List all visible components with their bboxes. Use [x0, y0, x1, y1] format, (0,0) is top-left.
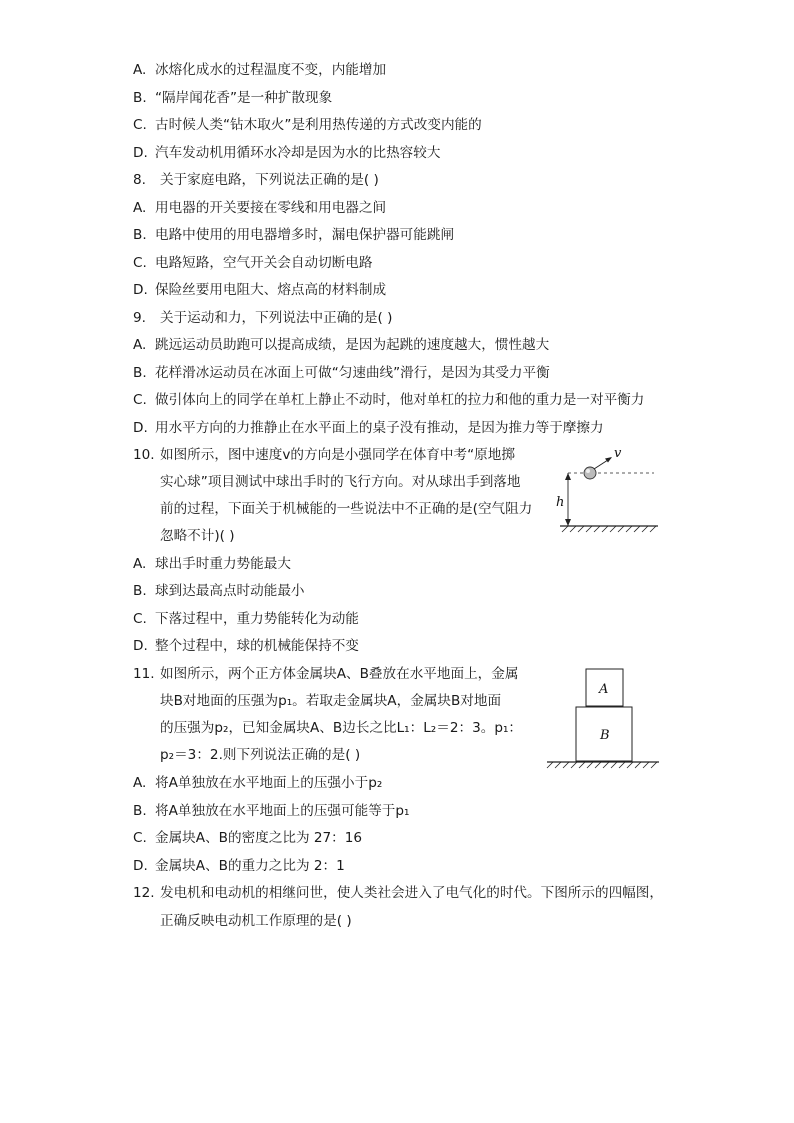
- option-text: 花样滑冰运动员在冰面上可做“匀速曲线”滑行，是因为其受力平衡: [155, 365, 550, 381]
- q9-option-c: [133, 391, 644, 409]
- option-label: D.: [133, 145, 148, 161]
- option-text: 跳远运动员助跑可以提高成绩，是因为起跳的速度越大，惯性越大: [155, 337, 550, 353]
- q7-option-b: [133, 89, 332, 107]
- q10-stem-line-2: 实心球”项目测试中球出手时的飞行方向。对从球出手到落地: [160, 474, 521, 490]
- option-label: D.: [133, 420, 148, 436]
- option-text: 整个过程中，球的机械能保持不变: [155, 638, 359, 654]
- option-text: 电路中使用的用电器增多时，漏电保护器可能跳闸: [155, 227, 455, 243]
- block-b-label: B: [600, 728, 610, 743]
- q9-option-d: [133, 419, 604, 437]
- option-text: 将A单独放在水平地面上的压强可能等于p₁: [155, 803, 410, 819]
- option-text: 冰熔化成水的过程温度不变，内能增加: [155, 62, 387, 78]
- option-text: 用电器的开关要接在零线和用电器之间: [155, 200, 387, 216]
- question-number: 9.: [133, 310, 146, 326]
- option-text: 金属块A、B的重力之比为 2：1: [155, 858, 345, 874]
- option-label: B.: [133, 583, 147, 599]
- q11-option-a: [133, 774, 382, 792]
- q10-option-a: [133, 555, 291, 573]
- q10-option-b: [133, 582, 305, 600]
- option-label: A.: [133, 62, 147, 78]
- question-text: 如图所示，两个正方体金属块A、B叠放在水平地面上，金属: [160, 666, 519, 682]
- arrowhead-up-icon: [565, 473, 571, 480]
- q10-stem-line-4: 忽略不计)( ): [160, 528, 235, 544]
- option-label: B.: [133, 90, 147, 106]
- q8-option-b: [133, 226, 454, 244]
- q10-stem-line-3: 前的过程，下面关于机械能的一些说法中不正确的是(空气阻力: [160, 501, 533, 517]
- q9-option-a: [133, 336, 549, 354]
- option-text: 保险丝要用电阻大、熔点高的材料制成: [155, 282, 387, 298]
- q10-stem-line-1: [133, 446, 515, 464]
- q11-option-c: [133, 829, 362, 847]
- option-label: C.: [133, 611, 147, 627]
- option-label: C.: [133, 255, 147, 271]
- q11-stem-line-4: p₂＝3：2.则下列说法正确的是( ): [160, 747, 361, 763]
- option-label: C.: [133, 392, 147, 408]
- height-label: h: [556, 495, 565, 510]
- option-text: 下落过程中，重力势能转化为动能: [155, 611, 359, 627]
- option-text: 汽车发动机用循环水冷却是因为水的比热容较大: [155, 145, 441, 161]
- q11-stem-line-1: [133, 665, 518, 683]
- option-label: C.: [133, 117, 147, 133]
- q11-stem-line-2: 块B对地面的压强为p₁。若取走金属块A，金属块B对地面: [160, 693, 502, 709]
- q8-stem: [133, 171, 379, 189]
- q9-option-b: [133, 364, 550, 382]
- block-a-label: A: [599, 682, 609, 697]
- option-text: 做引体向上的同学在单杠上静止不动时，他对单杠的拉力和他的重力是一对平衡力: [155, 392, 645, 408]
- ground-hatching: [562, 526, 656, 532]
- option-label: A.: [133, 556, 147, 572]
- q11-figure: [545, 667, 661, 771]
- option-label: D.: [133, 282, 148, 298]
- option-label: B.: [133, 365, 147, 381]
- option-text: 金属块A、B的密度之比为 27：16: [155, 830, 363, 846]
- q10-option-c: [133, 610, 359, 628]
- question-number: 12.: [133, 885, 155, 901]
- q11-option-b: [133, 802, 409, 820]
- q12-stem-line-1: [133, 884, 663, 902]
- option-text: 古时候人类“钻木取火”是利用热传递的方式改变内能的: [155, 117, 482, 133]
- question-text: 发电机和电动机的相继问世，使人类社会进入了电气化的时代。下图所示的四幅图，: [160, 885, 663, 901]
- q7-option-d: [133, 144, 440, 162]
- option-text: 将A单独放在水平地面上的压强小于p₂: [155, 775, 383, 791]
- option-text: 球出手时重力势能最大: [155, 556, 291, 572]
- q8-option-a: [133, 199, 386, 217]
- option-text: “隔岸闻花香”是一种扩散现象: [155, 90, 333, 106]
- q11-stem-line-3: 的压强为p₂，已知金属块A、B边长之比L₁：L₂＝2：3。p₁：: [160, 720, 522, 736]
- ground-hatching: [547, 762, 657, 768]
- q10-option-d: [133, 637, 359, 655]
- option-text: 电路短路，空气开关会自动切断电路: [155, 255, 373, 271]
- q7-option-a: [133, 61, 386, 79]
- q11-option-d: [133, 857, 345, 875]
- q7-option-c: [133, 116, 482, 134]
- question-text: 关于运动和力，下列说法中正确的是( ): [160, 310, 393, 326]
- option-label: A.: [133, 775, 147, 791]
- ball-highlight: [586, 469, 590, 473]
- option-text: 球到达最高点时动能最小: [155, 583, 305, 599]
- option-label: B.: [133, 803, 147, 819]
- q9-stem: [133, 309, 392, 327]
- option-label: A.: [133, 200, 147, 216]
- velocity-label: v: [614, 446, 622, 461]
- option-label: C.: [133, 830, 147, 846]
- q8-option-d: [133, 281, 386, 299]
- question-text: 关于家庭电路，下列说法正确的是( ): [160, 172, 379, 188]
- q8-option-c: [133, 254, 373, 272]
- option-text: 用水平方向的力推静止在水平面上的桌子没有推动，是因为推力等于摩擦力: [155, 420, 604, 436]
- arrowhead-down-icon: [565, 519, 571, 526]
- q12-stem-line-2: 正确反映电动机工作原理的是( ): [160, 913, 352, 929]
- question-number: 11.: [133, 666, 155, 682]
- option-label: D.: [133, 858, 148, 874]
- q10-figure: [554, 446, 664, 536]
- option-label: B.: [133, 227, 147, 243]
- question-number: 8.: [133, 172, 146, 188]
- question-number: 10.: [133, 447, 155, 463]
- option-label: D.: [133, 638, 148, 654]
- option-label: A.: [133, 337, 147, 353]
- question-text: 如图所示，图中速度v的方向是小强同学在体育中考“原地掷: [160, 447, 515, 463]
